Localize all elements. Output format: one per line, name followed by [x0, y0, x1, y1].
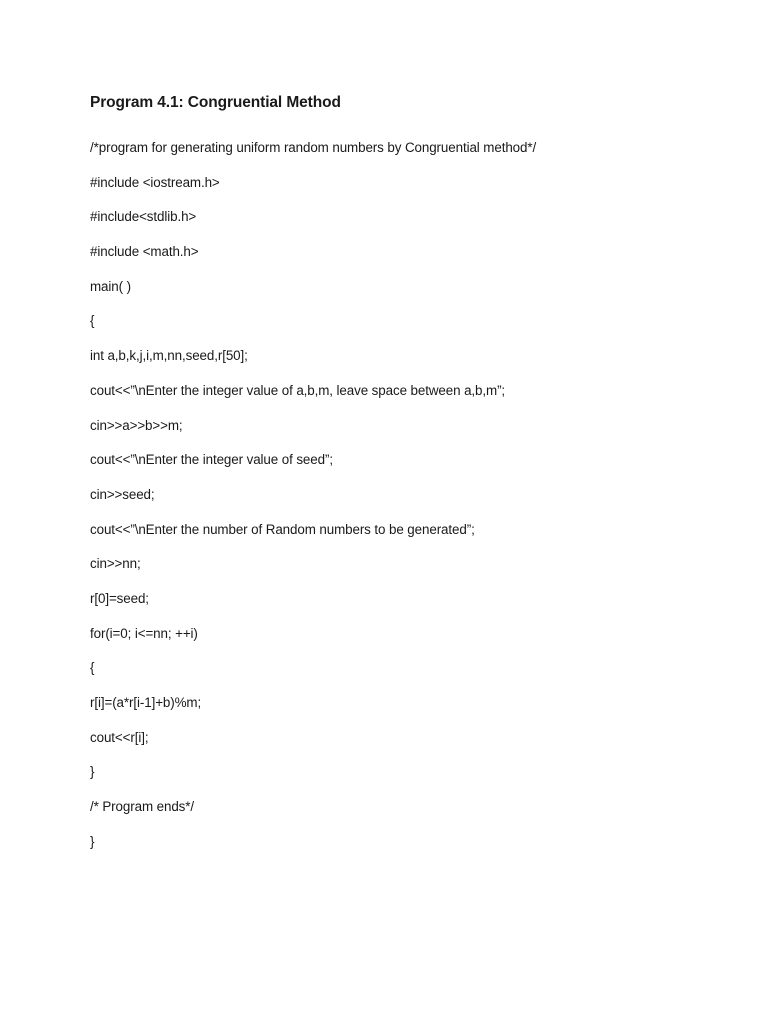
code-line: cout<<r[i];: [90, 729, 149, 745]
code-line: cin>>seed;: [90, 486, 155, 502]
code-line: #include <iostream.h>: [90, 174, 220, 190]
code-line: /*program for generating uniform random numbers by Congruential method*/: [90, 140, 537, 155]
code-line: cout<<”\nEnter the integer value of seed”;: [90, 452, 333, 468]
code-line: }: [90, 833, 95, 849]
code-line: for(i=0; i<=nn; ++i): [90, 625, 198, 641]
code-line: cout<<”\nEnter the number of Random numbers to be generated”;: [90, 521, 475, 537]
code-line: cout<<”\nEnter the integer value of a,b,m, leave space between a,b,m”;: [90, 382, 506, 398]
code-listing: [90, 131, 536, 859]
code-line: cin>>a>>b>>m;: [90, 417, 183, 433]
program-title: Program 4.1: Congruential Method: [90, 94, 341, 111]
code-line: r[i]=(a*r[i-1]+b)%m;: [90, 695, 202, 710]
code-line: }: [90, 764, 95, 780]
code-line: r[0]=seed;: [90, 590, 149, 606]
code-line: #include<stdlib.h>: [90, 209, 197, 225]
code-line: {: [90, 660, 95, 676]
code-line: {: [90, 313, 95, 329]
code-line: /* Program ends*/: [90, 799, 194, 815]
code-line: cin>>nn;: [90, 556, 141, 572]
code-line: main( ): [90, 278, 131, 294]
code-line: int a,b,k,j,i,m,nn,seed,r[50];: [90, 348, 248, 364]
code-line: #include <math.h>: [90, 244, 199, 260]
